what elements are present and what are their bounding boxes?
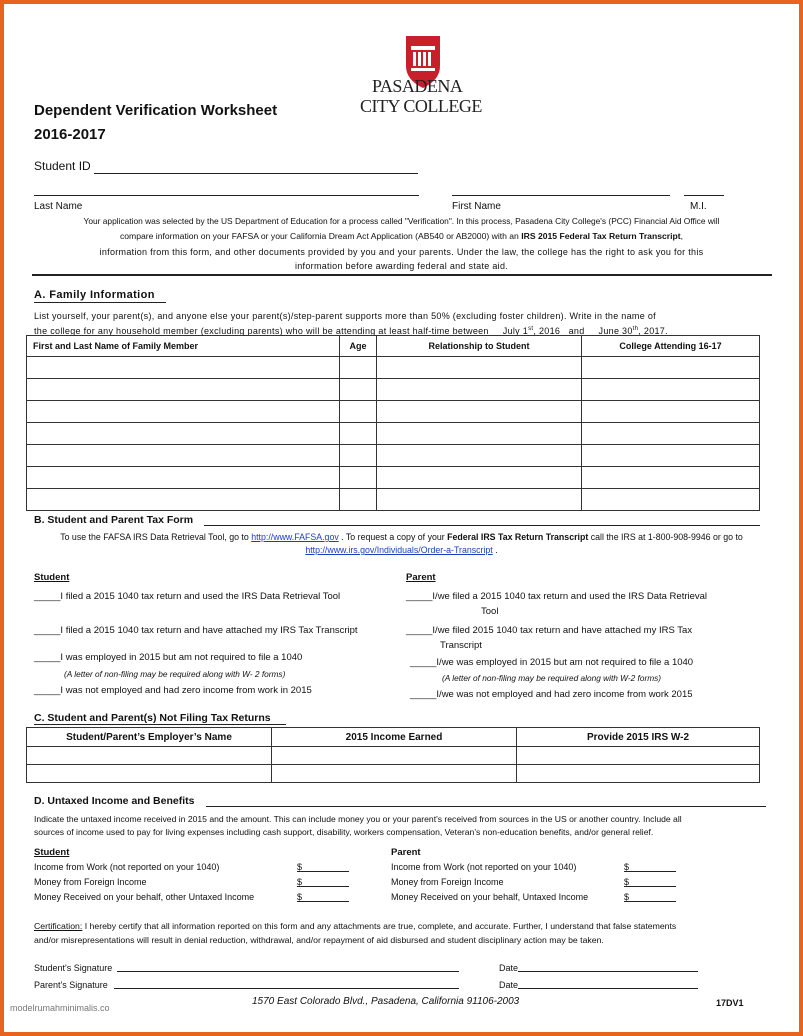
- table-row: [27, 747, 760, 765]
- family-col-name: First and Last Name of Family Member: [27, 336, 340, 357]
- section-b-text-1d: call the IRS at 1-800-908-9946 or go to: [588, 532, 743, 542]
- section-a-rule: [34, 302, 166, 303]
- student-option-1[interactable]: [34, 591, 340, 603]
- table-row: [27, 467, 760, 489]
- family-table: [26, 335, 760, 511]
- employer-col-w2: Provide 2015 IRS W-2: [517, 728, 760, 747]
- family-col-relationship: Relationship to Student: [377, 336, 582, 357]
- student-untaxed-1: Income from Work (not reported on your 1040): [34, 862, 220, 872]
- section-b-text-1c: Federal IRS Tax Return Transcript: [447, 532, 589, 542]
- intro-line-2-bold: IRS 2015 Federal Tax Return Transcript: [521, 231, 681, 241]
- logo-text-line2: CITY COLLEGE: [360, 96, 482, 116]
- table-cell[interactable]: [582, 423, 760, 445]
- table-cell[interactable]: [340, 379, 377, 401]
- section-d-title: D. Untaxed Income and Benefits: [34, 795, 195, 807]
- parent-dollar-2: $: [624, 877, 630, 887]
- table-cell[interactable]: [27, 379, 340, 401]
- student-untaxed-3: Money Received on your behalf, other Untaxed Income: [34, 892, 255, 902]
- table-cell[interactable]: [582, 489, 760, 511]
- table-cell[interactable]: [340, 467, 377, 489]
- section-d-text-2: sources of income used to pay for living expenses including cash support, disability, workers compensation, Veteran’s non-education benefits, and/or general relief.: [34, 827, 654, 837]
- first-name-field[interactable]: [452, 195, 670, 196]
- parent-signature-label: Parent's Signature: [34, 980, 108, 990]
- section-a-date1: July 1: [502, 326, 529, 336]
- table-cell[interactable]: [377, 379, 582, 401]
- student-option-2[interactable]: [34, 625, 358, 637]
- student-signature-field[interactable]: [117, 971, 459, 972]
- section-b-parent-head: Parent: [406, 572, 436, 583]
- section-a-and: and: [568, 326, 585, 336]
- student-date-label: Date: [499, 963, 519, 973]
- section-d-rule: [206, 806, 766, 807]
- footer-code: 17DV1: [716, 998, 744, 1008]
- section-d-student-head: Student: [34, 847, 70, 858]
- student-id-label: Student ID: [34, 159, 91, 173]
- parent-option-3[interactable]: [410, 657, 693, 669]
- table-cell[interactable]: [582, 467, 760, 489]
- student-signature-label: Student's Signature: [34, 963, 113, 973]
- student-date-field[interactable]: [518, 971, 698, 972]
- parent-option-2b: Transcript: [440, 640, 482, 651]
- section-b-student-head: Student: [34, 572, 70, 583]
- mi-label: M.I.: [690, 201, 707, 212]
- parent-option-2[interactable]: [406, 625, 692, 637]
- student-option-4-blank: _____: [34, 685, 61, 696]
- section-b-text-1a: To use the FAFSA IRS Data Retrieval Tool, go to: [60, 532, 252, 542]
- student-option-1-label: I filed a 2015 1040 tax return and used the IRS Data Retrieval Tool: [60, 591, 341, 602]
- student-amount-1[interactable]: [297, 871, 349, 872]
- table-cell[interactable]: [27, 467, 340, 489]
- table-cell[interactable]: [340, 423, 377, 445]
- parent-dollar-3: $: [624, 892, 630, 902]
- section-a-date2: June 30: [598, 326, 633, 336]
- table-cell[interactable]: [377, 423, 582, 445]
- section-a-date1-year: , 2016: [533, 326, 561, 336]
- section-a-text-2a: the college for any household member (excluding parents) who will be attending at least half-time between: [34, 326, 489, 336]
- table-cell[interactable]: [340, 489, 377, 511]
- parent-option-1-label: I/we filed a 2015 1040 tax return and used the IRS Data Retrieval: [432, 591, 708, 602]
- intro-line-2-end: ,: [680, 231, 683, 241]
- certification-text-1a: I hereby certify that all information reported on this form and any attachments are true, complete, and accurate. Further, I understand that false statements: [82, 921, 677, 931]
- parent-option-3-note: (A letter of non-filing may be required along with W-2 forms): [442, 673, 662, 683]
- table-cell[interactable]: [377, 489, 582, 511]
- student-id-field[interactable]: [94, 173, 418, 174]
- last-name-field[interactable]: [34, 195, 419, 196]
- parent-untaxed-1: Income from Work (not reported on your 1040): [391, 862, 577, 872]
- fafsa-link[interactable]: http://www.FAFSA.gov: [251, 532, 339, 542]
- parent-signature-field[interactable]: [114, 988, 459, 989]
- parent-option-4-label: I/we was not employed and had zero income from work 2015: [436, 689, 693, 700]
- table-cell[interactable]: [517, 747, 760, 765]
- table-cell[interactable]: [27, 357, 340, 379]
- parent-option-3-blank: _____: [410, 657, 437, 668]
- student-option-4[interactable]: [34, 685, 312, 697]
- student-option-2-blank: _____: [34, 625, 61, 636]
- section-b-text-1b: . To request a copy of your: [338, 532, 448, 542]
- table-cell[interactable]: [27, 445, 340, 467]
- student-amount-2[interactable]: [297, 886, 349, 887]
- section-a-title: A. Family Information: [34, 289, 155, 301]
- certification-text-2: and/or misrepresentations will result in denial reduction, withdrawal, and/or repayment of aid disbursed and student disciplinary action may be taken.: [34, 935, 604, 945]
- parent-untaxed-2: Money from Foreign Income: [391, 877, 504, 887]
- family-col-college: College Attending 16-17: [582, 336, 760, 357]
- table-cell[interactable]: [517, 765, 760, 783]
- student-option-3-note: (A letter of non-filing may be required along with W- 2 forms): [64, 669, 286, 679]
- section-b-title: B. Student and Parent Tax Form: [34, 514, 194, 526]
- table-row: [27, 489, 760, 511]
- family-col-age: Age: [340, 336, 377, 357]
- intro-line-1: Your application was selected by the US Department of Education for a process called "Verification". In this process, Pasadena City College's (PCC) Financial Aid Office will: [83, 216, 720, 226]
- family-table-header: [27, 336, 760, 357]
- logo-text-line1: PASADENA: [372, 76, 463, 96]
- section-c-title: C. Student and Parent(s) Not Filing Tax Returns: [34, 712, 271, 724]
- parent-amount-2[interactable]: [624, 886, 676, 887]
- employer-table-header: [27, 728, 760, 747]
- table-row: [27, 401, 760, 423]
- certification-text-1: [34, 920, 676, 932]
- table-cell[interactable]: [340, 445, 377, 467]
- parent-date-label: Date: [499, 980, 519, 990]
- student-option-3-label: I was employed in 2015 but am not required to file a 1040: [60, 652, 303, 663]
- intro-line-2-text: compare information on your FAFSA or your California Dream Act Application (AB540 or AB2000) with an: [119, 231, 522, 241]
- table-cell[interactable]: [27, 765, 272, 783]
- section-b-rule: [204, 525, 760, 526]
- certification-label: Certification:: [34, 921, 83, 931]
- intro-line-3: information from this form, and other documents provided by you and your parents. Under the law, the college has the right to ask you for this: [99, 247, 704, 257]
- table-cell[interactable]: [340, 357, 377, 379]
- student-dollar-2: $: [297, 877, 303, 887]
- parent-untaxed-3: Money Received on your behalf, Untaxed Income: [391, 892, 589, 902]
- employer-col-income: 2015 Income Earned: [272, 728, 517, 747]
- student-dollar-1: $: [297, 862, 303, 872]
- student-option-1-blank: _____: [34, 591, 61, 602]
- parent-dollar-1: $: [624, 862, 630, 872]
- intro-line-4: information before awarding federal and state aid.: [294, 261, 509, 271]
- table-row: [27, 357, 760, 379]
- section-b-text-1: [24, 531, 779, 543]
- parent-date-field[interactable]: [518, 988, 698, 989]
- parent-option-2-blank: _____: [406, 625, 433, 636]
- college-logo: [356, 32, 486, 122]
- parent-amount-1[interactable]: [624, 871, 676, 872]
- student-option-4-label: I was not employed and had zero income from work in 2015: [60, 685, 312, 696]
- table-cell[interactable]: [27, 423, 340, 445]
- section-b-text-2b: .: [492, 545, 498, 555]
- parent-option-1[interactable]: [406, 591, 707, 603]
- mi-field[interactable]: [684, 195, 724, 196]
- table-cell[interactable]: [27, 489, 340, 511]
- table-cell[interactable]: [582, 401, 760, 423]
- section-b-text-2: [24, 544, 779, 556]
- table-cell[interactable]: [582, 357, 760, 379]
- employer-col-name: Student/Parent’s Employer’s Name: [27, 728, 272, 747]
- student-untaxed-2: Money from Foreign Income: [34, 877, 147, 887]
- table-cell[interactable]: [272, 747, 517, 765]
- table-row: [27, 445, 760, 467]
- section-a-date2-year: , 2017.: [638, 326, 668, 336]
- student-dollar-3: $: [297, 892, 303, 902]
- irs-transcript-link[interactable]: http://www.irs.gov/Individuals/Order-a-Transcript: [305, 545, 493, 555]
- watermark: modelrumahminimalis.co: [10, 1003, 110, 1013]
- table-cell[interactable]: [582, 445, 760, 467]
- table-cell[interactable]: [377, 357, 582, 379]
- table-cell[interactable]: [340, 401, 377, 423]
- table-cell[interactable]: [27, 747, 272, 765]
- parent-option-1b: Tool: [481, 606, 499, 617]
- table-cell[interactable]: [377, 467, 582, 489]
- page-year: 2016-2017: [34, 126, 106, 143]
- section-d-text-1: Indicate the untaxed income received in 2015 and the amount. This can include money you or your parent's received from sources in the US or another country. Include all: [34, 814, 682, 824]
- table-cell[interactable]: [272, 765, 517, 783]
- table-row: [27, 379, 760, 401]
- parent-option-3-label: I/we was employed in 2015 but am not required to file a 1040: [436, 657, 694, 668]
- student-option-2-label: I filed a 2015 1040 tax return and have attached my IRS Tax Transcript: [60, 625, 358, 636]
- table-cell[interactable]: [377, 401, 582, 423]
- section-a-text-1: List yourself, your parent(s), and anyone else your parent(s)/step-parent supports more than 50% (excluding foster children). Write in the name of: [34, 311, 656, 321]
- header-divider: [32, 274, 772, 276]
- parent-option-4[interactable]: [410, 689, 693, 701]
- table-cell[interactable]: [582, 379, 760, 401]
- table-row: [27, 423, 760, 445]
- intro-line-2: [20, 230, 783, 242]
- parent-amount-3[interactable]: [624, 901, 676, 902]
- footer-address: 1570 East Colorado Blvd., Pasadena, California 91106-2003: [252, 996, 520, 1007]
- last-name-label: Last Name: [34, 201, 83, 212]
- table-cell[interactable]: [27, 401, 340, 423]
- student-option-3[interactable]: [34, 652, 302, 664]
- parent-option-2-label: I/we filed 2015 1040 tax return and have attached my IRS Tax: [432, 625, 693, 636]
- table-cell[interactable]: [377, 445, 582, 467]
- parent-option-1-blank: _____: [406, 591, 433, 602]
- parent-option-4-blank: _____: [410, 689, 437, 700]
- first-name-label: First Name: [452, 201, 501, 212]
- section-a-date1-sup: st: [528, 326, 534, 332]
- employer-table: [26, 727, 760, 783]
- student-amount-3[interactable]: [297, 901, 349, 902]
- table-row: [27, 765, 760, 783]
- page-title: Dependent Verification Worksheet: [34, 102, 278, 119]
- section-d-parent-head: Parent: [391, 847, 421, 858]
- student-option-3-blank: _____: [34, 652, 61, 663]
- section-a-date2-sup: th: [632, 326, 639, 332]
- section-c-rule: [34, 724, 286, 725]
